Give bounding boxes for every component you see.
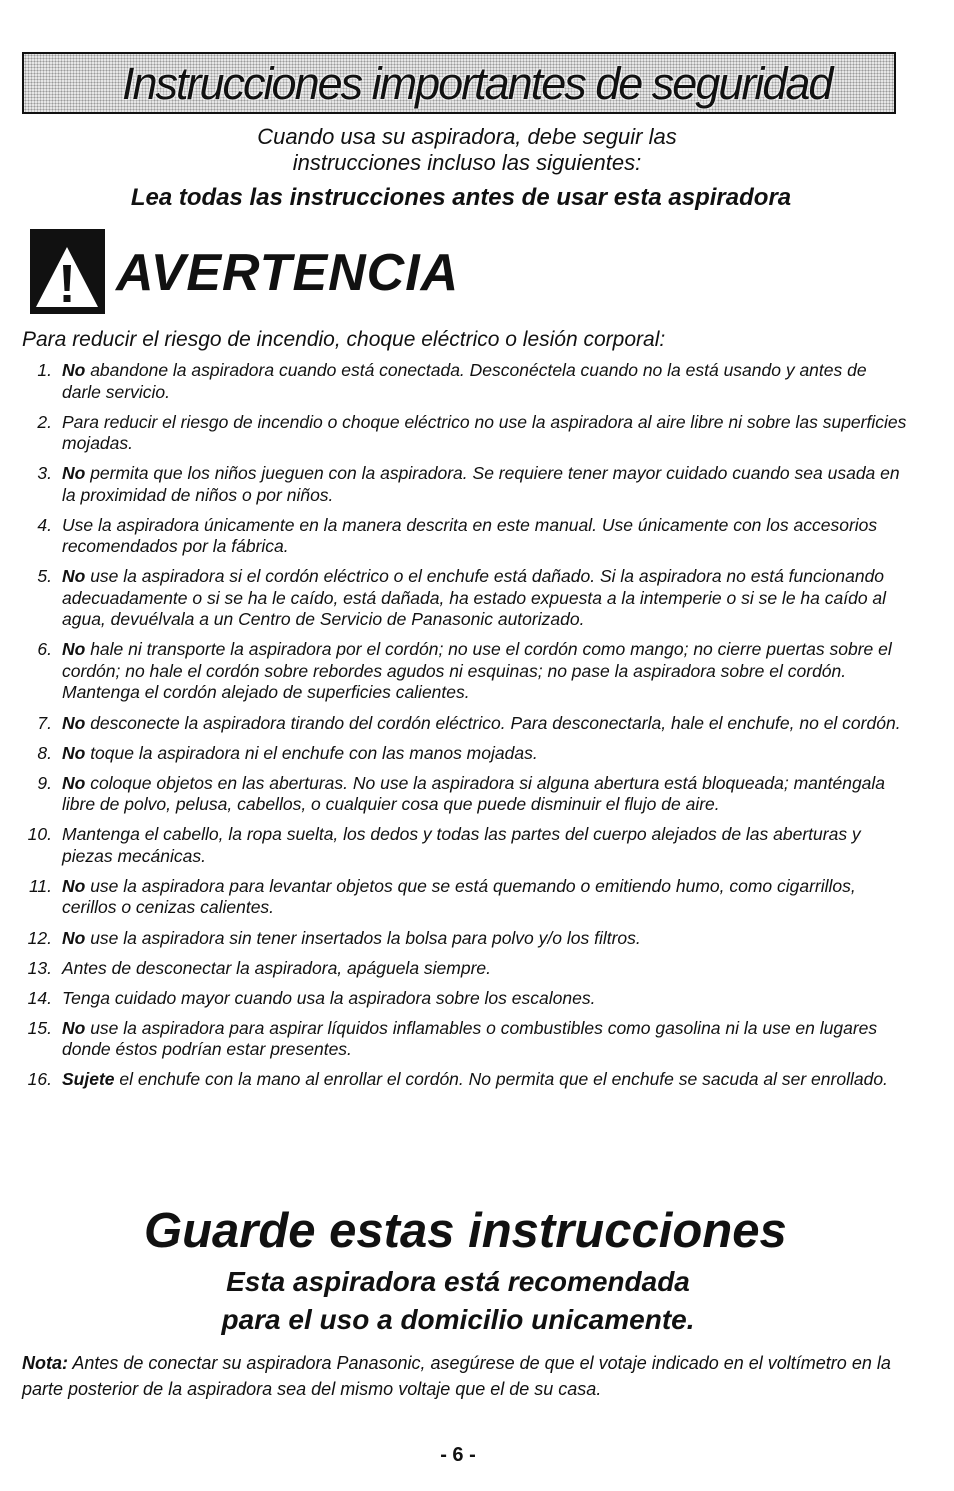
note-text: Antes de conectar su aspiradora Panasonic, asegúrese de que el votaje indicado en el voltímetro en la parte posterior de la aspiradora sea del mismo voltaje que el de su casa.: [22, 1353, 891, 1399]
item-emphasis: No: [62, 875, 86, 896]
list-item: [0, 412, 910, 455]
read-all-heading: Lea todas las instrucciones antes de usar esta aspiradora: [130, 184, 792, 211]
item-emphasis: No: [62, 1017, 86, 1038]
item-text: use la aspiradora para aspirar líquidos inflamables o combustibles como gasolina ni la use en lugares donde éstos podrían estar presentes.: [62, 1017, 878, 1060]
list-item: [0, 515, 910, 558]
item-text: permita que los niños jueguen con la aspiradora. Se requiere tener mayor cuidado cuando sea usada en la proximidad de niños o por niños.: [62, 463, 900, 505]
item-number: 13.: [27, 957, 52, 978]
item-emphasis: No: [62, 927, 86, 948]
item-number: 3.: [37, 463, 52, 484]
item-text: Tenga cuidado mayor cuando usa la aspiradora sobre los escalones.: [62, 987, 596, 1008]
note-label: Nota:: [22, 1353, 68, 1373]
list-item: [0, 360, 910, 403]
item-text: el enchufe con la mano al enrollar el cordón. No permita que el enchufe se sacuda al ser enrollado.: [114, 1069, 888, 1090]
item-text: Antes de desconectar la aspiradora, apáguela siempre.: [62, 957, 492, 978]
item-number: 4.: [37, 514, 52, 535]
item-number: 10.: [27, 824, 52, 845]
household-use-notice: [0, 1263, 916, 1339]
item-text: use la aspiradora sin tener insertados la bolsa para polvo y/o los filtros.: [85, 927, 641, 948]
list-item: [0, 958, 910, 980]
safety-instructions-list: [0, 360, 910, 1100]
item-number: 2.: [37, 411, 52, 432]
item-emphasis: No: [62, 566, 86, 587]
list-item: [0, 876, 910, 919]
item-emphasis: No: [62, 772, 86, 793]
item-text: Mantenga el cabello, la ropa suelta, los dedos y todas las partes del cuerpo alejados de las aberturas y piezas mecánicas.: [62, 824, 861, 866]
item-text: use la aspiradora si el cordón eléctrico o el enchufe está dañado. Si la aspiradora no está funcionando adecuadamente o si se ha le caído, está dañada, ha estado expuesta a la intemperie o si se le ha caído al agua, devuélvala a un Centro de Servicio de Panasonic autorizado.: [62, 566, 887, 630]
item-number: 6.: [37, 639, 52, 660]
item-text: hale ni transporte la aspiradora por el cordón; no use el cordón como mango; no cierre puertas sobre el cordón; no hale el cordón sobre rebordes agudos ni esquinas; no pase la aspiradora sobre el cordón. Mantenga el cordón alejado de superficies calientes.: [62, 639, 892, 703]
item-text: coloque objetos en las aberturas. No use la aspiradora si alguna abertura está bloqueada; manténgala libre de polvo, pelusa, cabellos, o cualquier cosa que puede disminuir el flujo de aire.: [62, 772, 886, 815]
list-item: [0, 463, 910, 506]
list-item: [0, 743, 910, 765]
item-emphasis: No: [62, 360, 86, 380]
list-item: [0, 988, 910, 1010]
item-emphasis: No: [62, 742, 86, 763]
item-text: Para reducir el riesgo de incendio o choque eléctrico no use la aspiradora al aire libre ni sobre las superficies mojadas.: [62, 411, 907, 454]
item-emphasis: Sujete: [62, 1069, 115, 1090]
item-number: 12.: [27, 927, 52, 948]
item-number: 16.: [27, 1069, 52, 1090]
recommend-line-2: para el uso a domicilio unicamente.: [221, 1304, 695, 1335]
item-text: Use la aspiradora únicamente en la manera descrita en este manual. Use únicamente con los accesorios recomendados por la fábrica.: [62, 514, 878, 557]
list-item: [0, 566, 910, 631]
list-item: [0, 928, 910, 950]
item-number: 7.: [37, 712, 52, 733]
list-item: [0, 824, 910, 867]
intro-line-1: Cuando usa su aspiradora, debe seguir las: [257, 124, 677, 149]
save-instructions-heading: Guarde estas instrucciones: [144, 1204, 787, 1258]
item-number: 5.: [37, 566, 52, 587]
list-item: [0, 773, 910, 816]
item-text: use la aspiradora para levantar objetos que se está quemando o emitiendo humo, como cigarrillos, cerillos o cenizas calientes.: [62, 875, 856, 918]
item-number: 9.: [37, 772, 52, 793]
intro-line-2: instrucciones incluso las siguientes:: [292, 150, 642, 175]
item-emphasis: No: [62, 712, 86, 733]
page-title: Instrucciones importantes de seguridad: [122, 58, 832, 109]
list-item: [0, 639, 910, 704]
recommend-line-1: Esta aspiradora está recomendada: [226, 1266, 690, 1297]
voltage-note: [22, 1350, 912, 1402]
page-number: - 6 -: [440, 1444, 476, 1466]
title-banner: [22, 52, 896, 114]
warning-triangle-icon: [30, 229, 105, 314]
item-emphasis: No: [62, 639, 86, 660]
list-item: [0, 1069, 910, 1091]
warning-lead: Para reducir el riesgo de incendio, choque eléctrico o lesión corporal:: [22, 328, 666, 351]
item-emphasis: No: [62, 463, 86, 484]
item-text: abandone la aspiradora cuando está conectada. Desconéctela cuando no la está usando y antes de darle servicio.: [62, 360, 867, 402]
intro-text: [0, 124, 934, 176]
item-number: 8.: [37, 742, 52, 763]
item-text: desconecte la aspiradora tirando del cordón eléctrico. Para desconectarla, hale el enchufe, no el cordón.: [85, 712, 901, 733]
item-number: 11.: [28, 875, 52, 896]
list-item: [0, 1018, 910, 1061]
item-text: toque la aspiradora ni el enchufe con las manos mojadas.: [85, 742, 538, 763]
list-item: [0, 713, 910, 735]
item-number: 14.: [27, 987, 52, 1008]
warning-heading: AVERTENCIA: [116, 244, 460, 302]
item-number: 1.: [37, 360, 52, 380]
item-number: 15.: [27, 1017, 52, 1038]
